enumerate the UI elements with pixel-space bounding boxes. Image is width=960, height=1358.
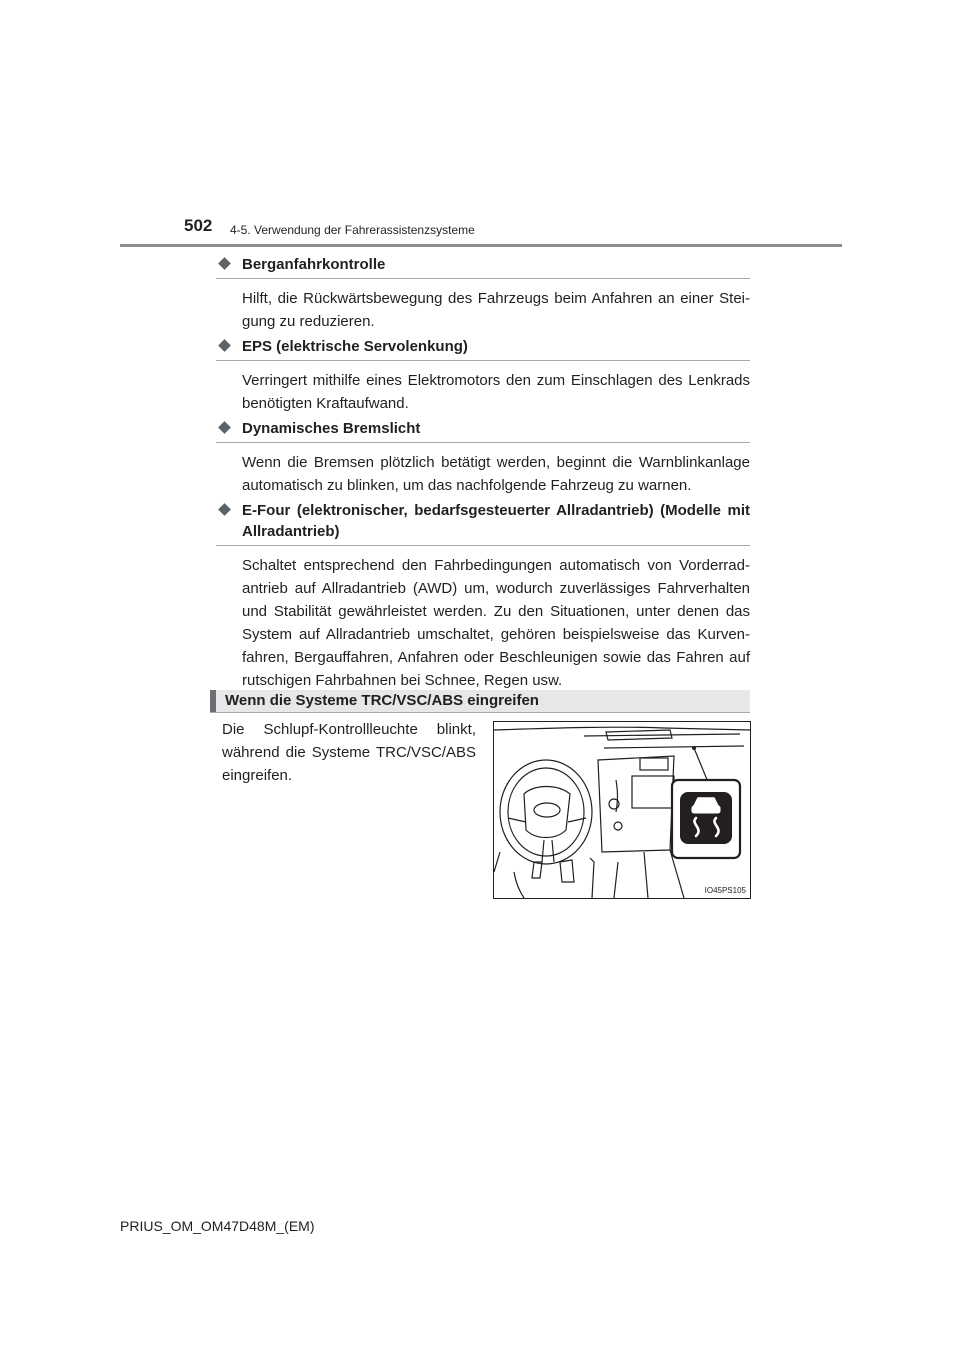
section-hill-start-assist: [216, 254, 750, 333]
page-number: 502: [184, 216, 213, 235]
section-heading: E-Four (elektronischer, bedarfsgesteuerter Allradantrieb) (Modelle mit Allradantrieb): [242, 502, 750, 540]
trc-heading: Wenn die Systeme TRC/VSC/ABS eingreifen: [225, 692, 539, 709]
diamond-bullet-icon: [218, 257, 231, 270]
diamond-bullet-icon: [218, 339, 231, 352]
figure-code: IO45PS105: [704, 886, 746, 895]
diamond-bullet-icon: [218, 503, 231, 516]
section-heading: Berganfahrkontrolle: [242, 256, 386, 273]
section-body: Hilft, die Rückwärtsbewegung des Fahrzeugs beim Anfahren an einer Stei- gung zu reduzieren.: [242, 290, 750, 330]
footer-doc-id: PRIUS_OM_OM47D48M_(EM): [120, 1218, 315, 1234]
section-brake-light: [216, 418, 750, 497]
trc-heading-box: [210, 690, 750, 713]
dashboard-drawing: [494, 722, 750, 898]
dashboard-illustration: [493, 721, 751, 899]
section-eps: [216, 336, 750, 415]
section-body: Schaltet entsprechend den Fahrbedingungen automatisch von Vorderrad- antrieb auf Allradantrieb (AWD) um, wodurch zuverlässiges Fahrverhalten und Stabilität gewährleistet werden. Zu den Situationen, unter denen das System auf Allradantrieb umschaltet, gehören beispielsweise das Kurven- fahren, Bergauffahren, Anfahren oder Beschleunigen sowie das Fahren auf rutschigen Fahrbahnen bei Schnee, Regen usw.: [242, 557, 750, 689]
section-body: Verringert mithilfe eines Elektromotors den zum Einschlagen des Lenkrads benötigten Kraftaufwand.: [242, 372, 750, 412]
section-body: Wenn die Bremsen plötzlich betätigt werden, beginnt die Warnblinkanlage automatisch zu blinken, um das nachfolgende Fahrzeug zu warnen.: [242, 454, 750, 494]
section-e-four: [216, 500, 750, 692]
heading-accent-bar: [210, 690, 216, 712]
section-heading: EPS (elektrische Servolenkung): [242, 338, 468, 355]
header-rule: [120, 244, 842, 247]
chapter-title: 4-5. Verwendung der Fahrerassistenzsysteme: [230, 223, 475, 237]
diamond-bullet-icon: [218, 421, 231, 434]
section-heading: Dynamisches Bremslicht: [242, 420, 421, 437]
trc-body: Die Schlupf-Kontrollleuchte blinkt, während die Systeme TRC/VSC/ABS eingreifen.: [222, 721, 476, 784]
